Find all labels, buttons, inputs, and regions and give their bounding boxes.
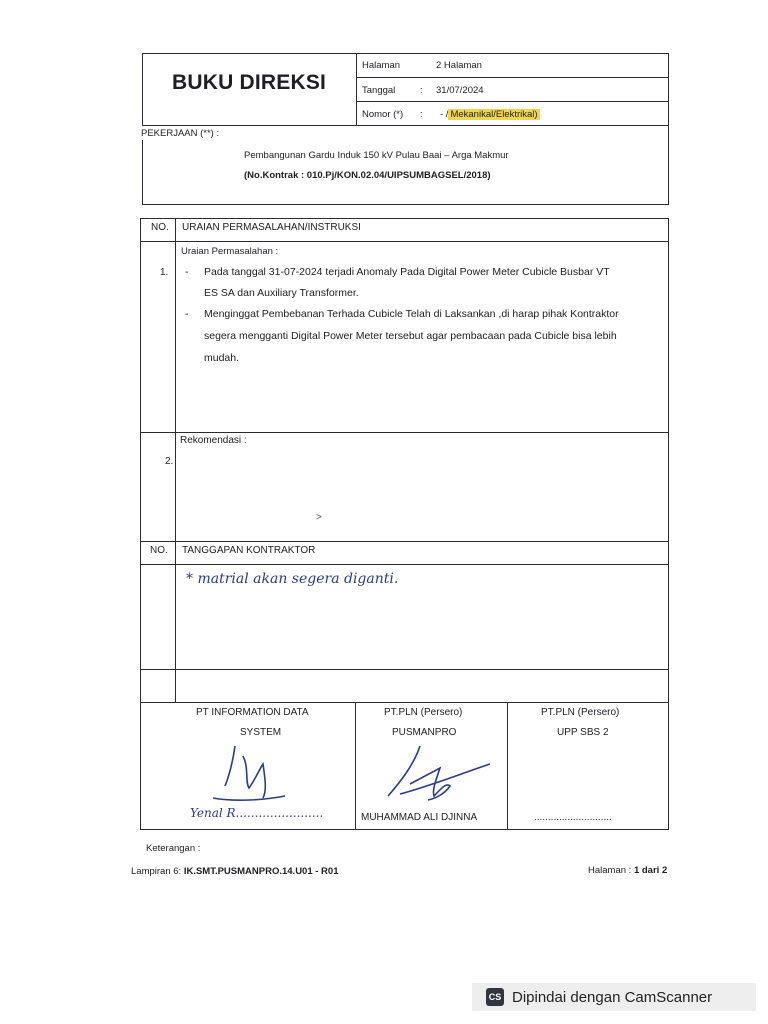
lampiran-label: Lampiran 6: — [131, 866, 182, 877]
tanggal-value: 31/07/2024 — [436, 85, 484, 96]
nomor-highlight: Mekanikal/Elektrikal) — [450, 109, 538, 120]
signatory-2-name: MUHAMMAD ALI DJINNA — [361, 812, 478, 823]
bullet-1: - — [185, 266, 189, 278]
nomor-label: Nomor (*) — [362, 109, 404, 120]
handwritten-response: * matrial akan segera diganti. — [186, 571, 399, 587]
tanggal-separator: : — [420, 85, 423, 96]
pekerjaan-line-1: Pembangunan Gardu Induk 150 kV Pulau Baai – Arga Makmur — [244, 150, 509, 161]
pekerjaan-label: PEKERJAAN (**) : — [141, 128, 220, 139]
signatory-3-org-line-2: UPP SBS 2 — [557, 727, 609, 738]
keterangan-label: Keterangan : — [146, 843, 201, 854]
issue-row-1-number: 1. — [160, 267, 169, 278]
response-col-title: TANGGAPAN KONTRAKTOR — [182, 545, 316, 556]
issue-item-2-line-1: Menginggat Pembebanan Terhada Cubicle Telah di Laksankan ,di harap pihak Kontraktor — [204, 308, 619, 320]
bullet-2: - — [185, 308, 189, 320]
signature-1-icon — [205, 738, 295, 808]
uraian-label: Uraian Permasalahan : — [181, 246, 279, 257]
signatory-3-name: ............................ — [534, 812, 612, 823]
signatory-2-org-line-1: PT.PLN (Persero) — [384, 707, 463, 718]
rekomendasi-label: Rekomendasi : — [180, 435, 247, 446]
nomor-prefix: - / — [440, 109, 449, 120]
issue-row-2-number: 2. — [165, 456, 174, 467]
signatory-1-org-line-1: PT INFORMATION DATA — [196, 707, 309, 718]
signatory-2-org-line-2: PUSMANPRO — [392, 727, 457, 738]
camscanner-logo-icon: CS — [486, 988, 504, 1006]
response-col-no: NO. — [150, 545, 168, 556]
signature-2-icon — [380, 740, 500, 810]
signatory-1-name: Yenal R....................... — [190, 806, 324, 820]
footer-halaman-label: Halaman : — [588, 865, 632, 876]
halaman-value: 2 Halaman — [436, 60, 482, 71]
nomor-separator: : — [420, 109, 423, 120]
lampiran-value: IK.SMT.PUSMANPRO.14.U01 - R01 — [183, 866, 339, 877]
stray-mark: > — [316, 512, 322, 523]
issues-col-no: NO. — [151, 222, 169, 233]
footer-page-number — [588, 865, 667, 876]
issue-item-1-line-1: Pada tanggal 31-07-2024 terjadi Anomaly Pada Digital Power Meter Cubicle Busbar VT — [204, 266, 610, 278]
document-title: BUKU DIREKSI — [172, 71, 327, 94]
camscanner-text: Dipindai dengan CamScanner — [512, 988, 713, 1006]
footer-halaman-value: 1 dari 2 — [633, 865, 668, 876]
nomor-value — [440, 109, 540, 120]
tanggal-label: Tanggal — [362, 85, 396, 96]
issue-item-2-line-2: segera mengganti Digital Power Meter tersebut agar pembacaan pada Cubicle bisa lebih — [204, 330, 617, 342]
issue-item-2-line-3: mudah. — [204, 352, 240, 364]
halaman-label: Halaman — [362, 60, 401, 71]
issue-item-1-line-2: ES SA dan Auxiliary Transformer. — [204, 287, 359, 299]
signatory-1-org-line-2: SYSTEM — [240, 727, 282, 738]
camscanner-badge — [472, 983, 756, 1011]
pekerjaan-line-2: (No.Kontrak : 010.Pj/KON.02.04/UIPSUMBAGSEL/2018) — [244, 170, 491, 181]
signatory-3-org-line-1: PT.PLN (Persero) — [541, 707, 620, 718]
lampiran-line — [131, 866, 339, 877]
issues-col-title: URAIAN PERMASALAHAN/INSTRUKSI — [182, 222, 361, 233]
